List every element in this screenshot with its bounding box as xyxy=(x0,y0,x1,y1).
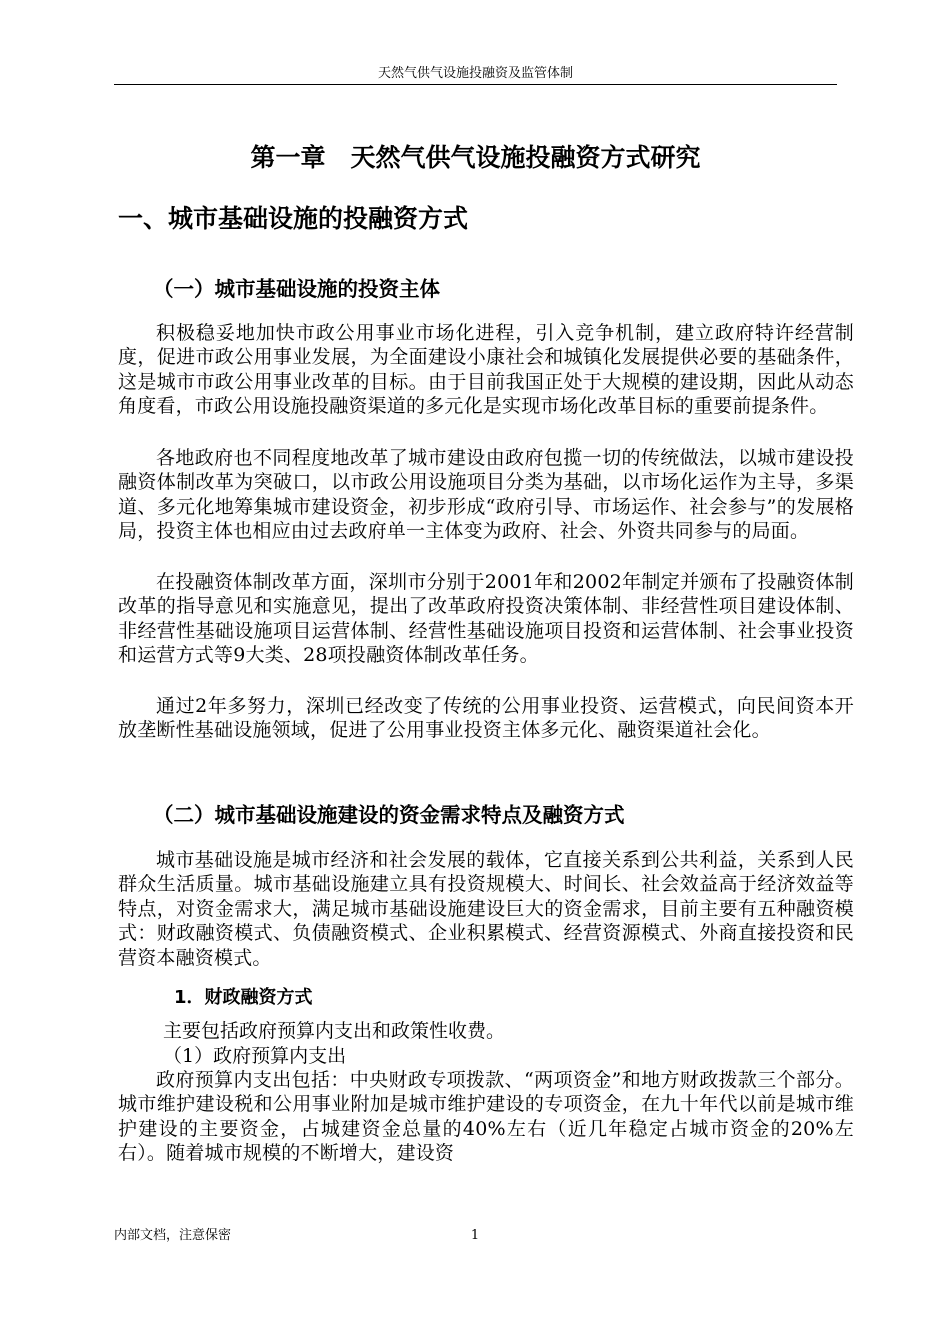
paragraph: 在投融资体制改革方面，深圳市分别于2001年和2002年制定并颁布了投融资体制改革的指导意见和实施意见，提出了改革政府投资决策体制、非经营性项目建设体制、非经营性基础设施项目运营体制、经营性基础设施项目投资和运营体制、社会事业投资和运营方式等9大类、28项投融资体制改革任务。 xyxy=(118,571,854,667)
subsection-heading-1: （一）城市基础设施的投资主体 xyxy=(153,277,440,301)
item-heading: 1．财政融资方式 xyxy=(174,987,313,1008)
header-rule xyxy=(114,84,837,85)
subsection-heading-2: （二）城市基础设施建设的资金需求特点及融资方式 xyxy=(153,803,625,827)
paragraph: 城市基础设施是城市经济和社会发展的载体，它直接关系到公共利益，关系到人民群众生活质量。城市基础设施建立具有投资规模大、时间长、社会效益高于经济效益等特点，对资金需求大，满足城市基础设施建设巨大的资金需求，目前主要有五种融资模式：财政融资模式、负债融资模式、企业积累模式、经营资源模式、外商直接投资和民营资本融资模式。 xyxy=(118,849,854,969)
running-header: 天然气供气设施投融资及监管体制 xyxy=(377,66,573,81)
sub-item-label: （1）政府预算内支出 xyxy=(163,1045,347,1067)
confidential-note: 内部文档，注意保密 xyxy=(114,1228,232,1243)
paragraph: 政府预算内支出包括：中央财政专项拨款、“两项资金”和地方财政拨款三个部分。城市维护建设税和公用事业附加是城市维护建设的专项资金，在九十年代以前是城市维护建设的主要资金，占城建资金总量的40%左右（近几年稳定占城市资金的20%左右）。随着城市规模的不断增大，建设资 xyxy=(118,1069,854,1165)
section-heading: 一、城市基础设施的投融资方式 xyxy=(118,204,469,233)
paragraph: 各地政府也不同程度地改革了城市建设由政府包揽一切的传统做法，以城市建设投融资体制改革为突破口，以市政公用设施项目分类为基础，以市场化运作为主导，多渠道、多元化地筹集城市建设资金，初步形成“政府引导、市场运作、社会参与”的发展格局，投资主体也相应由过去政府单一主体变为政府、社会、外资共同参与的局面。 xyxy=(118,447,854,543)
page-number: 1 xyxy=(470,1228,480,1243)
paragraph: 通过2年多努力，深圳已经改变了传统的公用事业投资、运营模式，向民间资本开放垄断性基础设施领域，促进了公用事业投资主体多元化、融资渠道社会化。 xyxy=(118,695,854,742)
item-intro: 主要包括政府预算内支出和政策性收费。 xyxy=(163,1020,506,1042)
paragraph: 积极稳妥地加快市政公用事业市场化进程，引入竞争机制，建立政府特许经营制度，促进市政公用事业发展，为全面建设小康社会和城镇化发展提供必要的基础条件，这是城市市政公用事业改革的目标。由于目前我国正处于大规模的建设期，因此从动态角度看，市政公用设施投融资渠道的多元化是实现市场化改革目标的重要前提条件。 xyxy=(118,322,854,418)
chapter-title: 第一章 天然气供气设施投融资方式研究 xyxy=(250,143,701,172)
